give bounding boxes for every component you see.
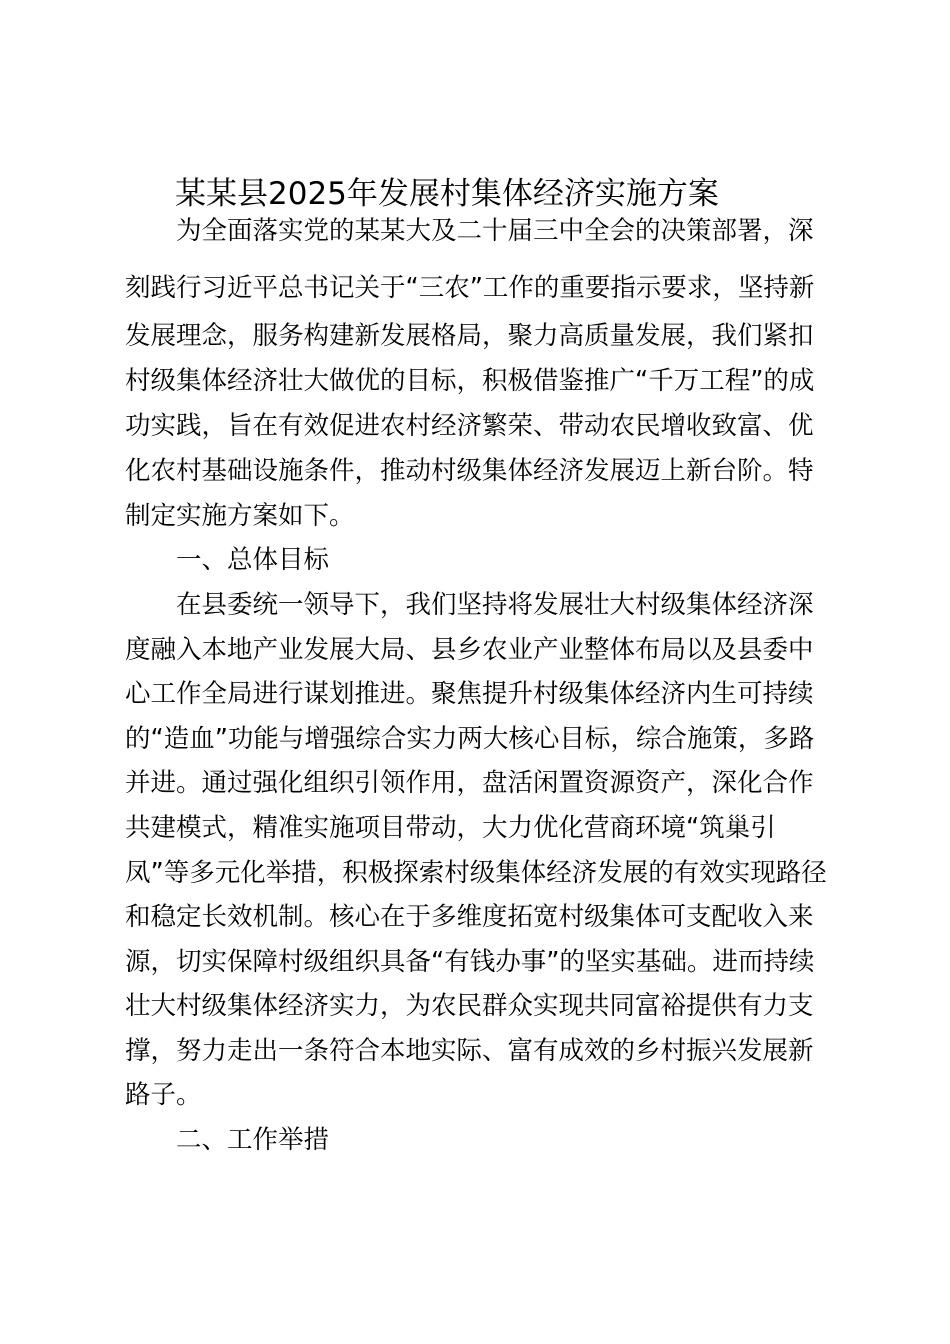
document-title: 某某县2025年发展村集体经济实施方案 xyxy=(175,176,719,212)
section1-line-11: 撑，努力走出一条符合本地实际、富有成效的乡村振兴发展新 xyxy=(125,1036,814,1066)
section1-line-12: 路子。 xyxy=(125,1080,202,1110)
section1-line-1: 在县委统一领导下，我们坚持将发展壮大村级集体经济深 xyxy=(176,590,814,620)
section1-line-2: 度融入本地产业发展大局、县乡农业产业整体布局以及县委中 xyxy=(125,635,814,665)
section1-line-7: 凤”等多元化举措，积极探索村级集体经济发展的有效实现路径 xyxy=(125,858,827,888)
section1-line-3: 心工作全局进行谋划推进。聚焦提升村级集体经济内生可持续 xyxy=(125,679,814,709)
section1-line-5: 并进。通过强化组织引领作用，盘活闲置资源资产，深化合作 xyxy=(125,768,814,798)
section1-line-8: 和稳定长效机制。核心在于多维度拓宽村级集体可支配收入来 xyxy=(125,902,814,932)
intro-line-5: 功实践，旨在有效促进农村经济繁荣、带动农民增收致富、优 xyxy=(125,411,814,441)
intro-line-2: 刻践行习近平总书记关于“三农”工作的重要指示要求，坚持新 xyxy=(125,273,815,303)
intro-line-3: 发展理念，服务构建新发展格局，聚力高质量发展，我们紧扣 xyxy=(125,321,814,351)
intro-line-4: 村级集体经济壮大做优的目标，积极借鉴推广“千万工程”的成 xyxy=(125,366,815,396)
intro-line-1: 为全面落实党的某某大及二十届三中全会的决策部署，深 xyxy=(176,216,814,246)
intro-line-7: 制定实施方案如下。 xyxy=(125,501,355,531)
section-heading-2: 二、工作举措 xyxy=(176,1125,330,1155)
intro-line-6: 化农村基础设施条件，推动村级集体经济发展迈上新台阶。特 xyxy=(125,456,814,486)
section1-line-4: 的“造血”功能与增强综合实力两大核心目标，综合施策，多路 xyxy=(125,724,815,754)
section1-line-10: 壮大村级集体经济实力，为农民群众实现共同富裕提供有力支 xyxy=(125,991,814,1021)
section1-line-6: 共建模式，精准实施项目带动，大力优化营商环境“筑巢引 xyxy=(125,813,776,843)
section1-line-9: 源，切实保障村级组织具备“有钱办事”的坚实基础。进而持续 xyxy=(125,947,815,977)
section-heading-1: 一、总体目标 xyxy=(176,545,330,575)
